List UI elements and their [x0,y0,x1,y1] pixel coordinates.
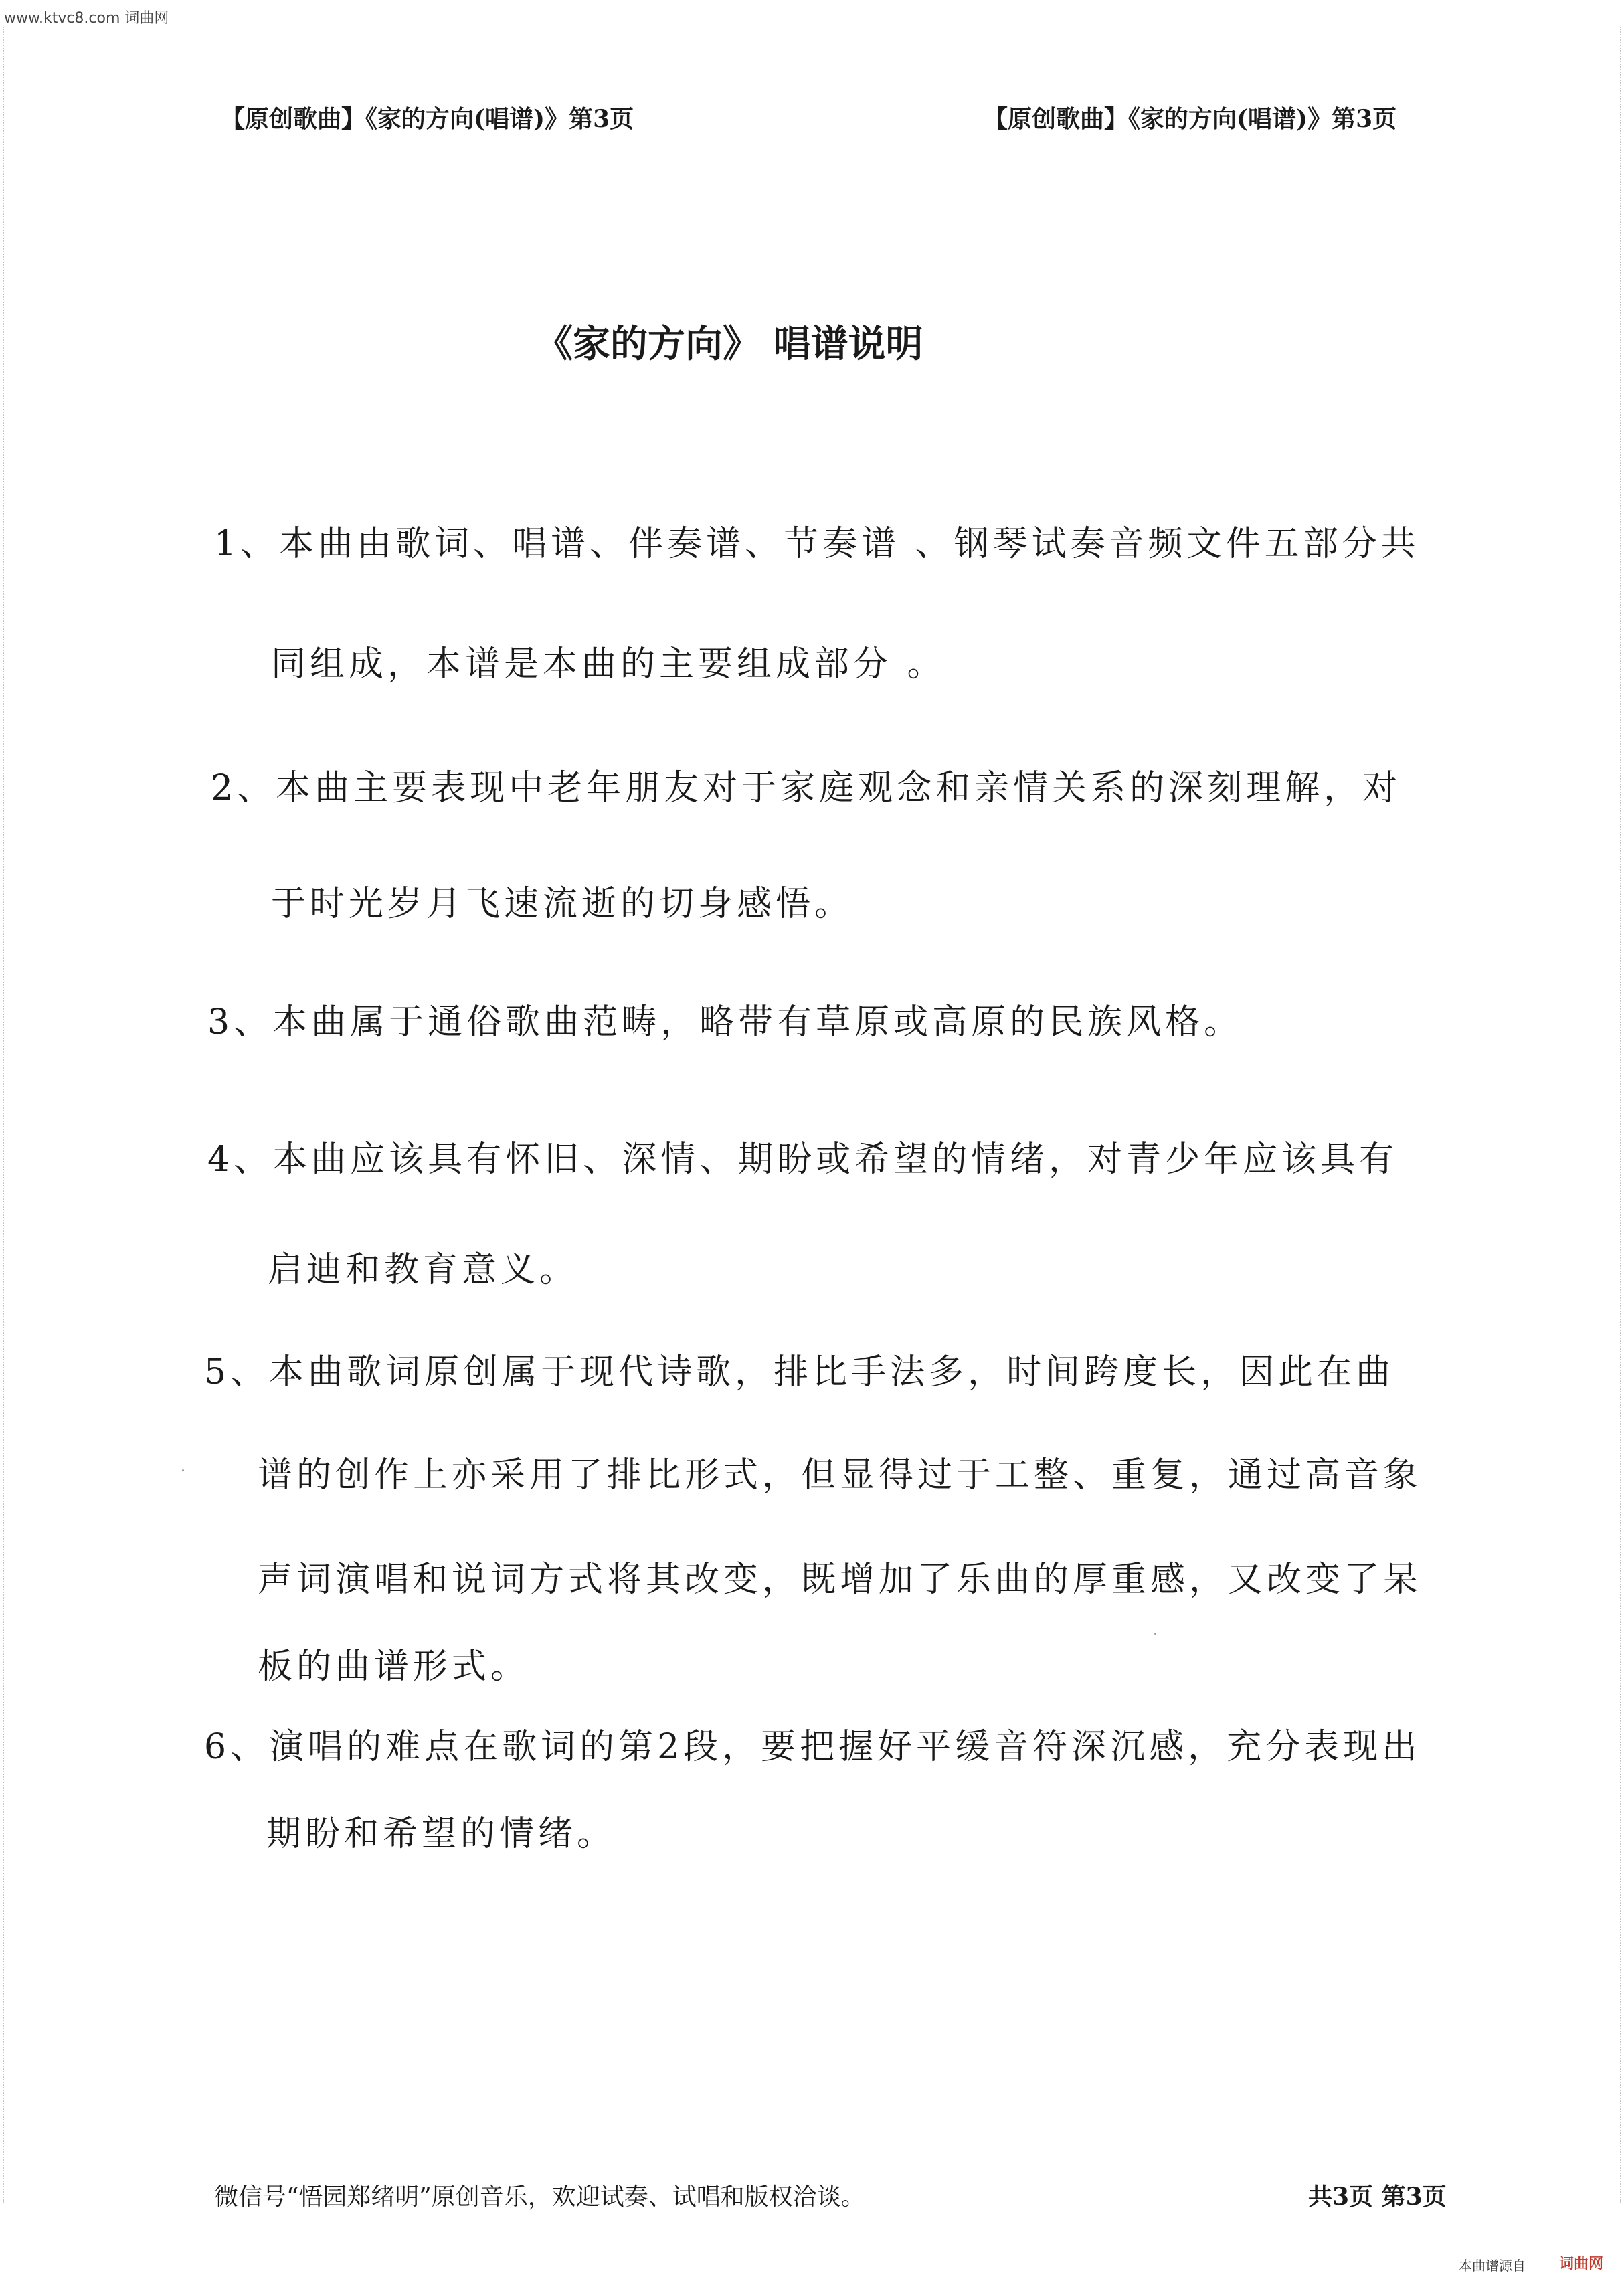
source-label: 本曲谱源自 [1459,2258,1526,2274]
footer-note: 微信号“悟园郑绪明”原创音乐，欢迎试奏、试唱和版权洽谈。 [214,2183,865,2211]
left-edge-watermark [3,27,13,2203]
note-item-6-line-1: 6、演唱的难点在歌词的第2段，要把握好平缓音符深沉感，充分表现出 [204,1727,1421,1767]
note-item-5-line-3: 声词演唱和说词方式将其改变，既增加了乐曲的厚重感，又改变了呆 [258,1560,1423,1600]
right-edge-watermark [1611,27,1621,2203]
note-item-3-line-1: 3、本曲属于通俗歌曲范畴，略带有草原或高原的民族风格。 [207,1002,1243,1042]
note-item-6-line-2: 期盼和希望的情绪。 [266,1814,616,1854]
scan-speck [182,1469,184,1471]
note-item-5-line-4: 板的曲谱形式。 [258,1647,530,1687]
scan-speck [1154,1633,1156,1635]
page-title: 《家的方向》 唱谱说明 [535,322,923,366]
page-counter: 共3页 第3页 [1308,2183,1447,2211]
note-item-4-line-1: 4、本曲应该具有怀旧、深情、期盼或希望的情绪，对青少年应该具有 [207,1139,1399,1180]
page-header-left: 【原创歌曲】《家的方向(唱谱)》第3页 [221,105,634,133]
note-item-1-line-1: 1、本曲由歌词、唱谱、伴奏谱、节奏谱 、钢琴试奏音频文件五部分共 [214,524,1420,564]
note-item-2-line-2: 于时光岁月飞速流逝的切身感悟。 [271,884,854,924]
page-header-right: 【原创歌曲】《家的方向(唱谱)》第3页 [984,105,1397,133]
note-item-2-line-1: 2、本曲主要表现中老年朋友对于家庭观念和亲情关系的深刻理解，对 [211,768,1402,808]
note-item-5-line-1: 5、本曲歌词原创属于现代诗歌，排比手法多，时间跨度长，因此在曲 [204,1352,1395,1392]
brand-logo: 词曲网 [1559,2256,1604,2272]
site-watermark: www.ktvc8.com 词曲网 [4,10,169,27]
note-item-5-line-2: 谱的创作上亦采用了排比形式，但显得过于工整、重复，通过高音象 [258,1455,1423,1495]
note-item-1-line-2: 同组成，本谱是本曲的主要组成部分 。 [271,644,946,684]
note-item-4-line-2: 启迪和教育意义。 [268,1250,579,1290]
